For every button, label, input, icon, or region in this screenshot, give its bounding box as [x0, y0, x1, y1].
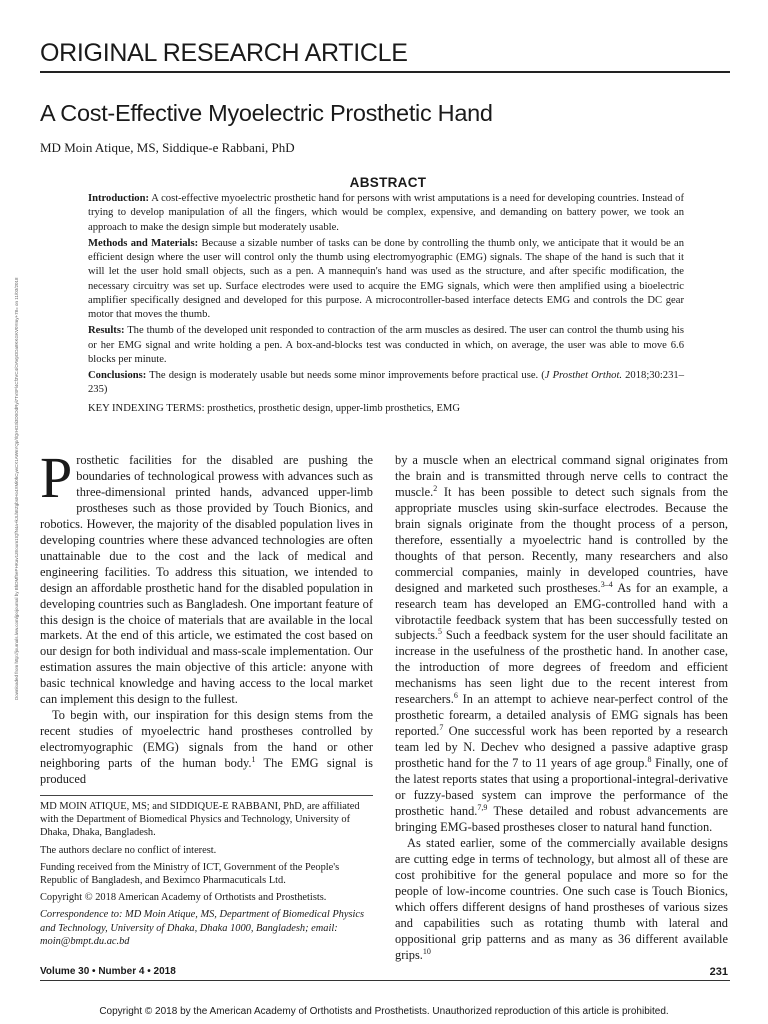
- reference-marker[interactable]: 2: [433, 483, 438, 493]
- section-title: ORIGINAL RESEARCH ARTICLE: [40, 39, 408, 67]
- page-number: 231: [709, 966, 728, 978]
- methods-label: Methods and Materials:: [88, 237, 199, 249]
- body-paragraph: To begin with, our inspiration for this design stems from the recent studies of myoelectric hand prostheses controlled by electromyographic (EMG) signals from the hand or other neighboring parts of the human body.$^1$ The EMG signal is produced: [40, 708, 373, 787]
- footnote-correspondence: Correspondence to: MD Moin Atique, MS, Department of Biomedical Physics and Technology, University of Dhaka, Dhaka 1000, Bangladesh; email: moin@bmpt.du.ac.bd: [40, 909, 365, 947]
- reference-marker[interactable]: 1: [251, 754, 256, 764]
- citation-journal: J Prosthet Orthot.: [544, 370, 623, 381]
- body-paragraph: by a muscle when an electrical command signal originates from the brain and is transmitted through nerve cells to contract the muscle.$^2$ It has been possible to detect such signals from the appropriate muscles using skin-surface electrodes. Because the brain signals originate from the thought process of a person, therefore, essentially a myoelectric hand is controlled by the thoughts of that person. Recently, many researchers and also commercial companies, mainly in developed countries, have designed and marketed such prostheses.$^{3-4}$ As for an example, a research team has developed an EMG-controlled hand with a vibrotactile feedback system that has been successfully tested on subjects.$^5$ Such a feedback system for the user should facilitate an increase in the usefulness of the prosthetic hand. In another case, the introduction of more degrees of freedom and efficient mechanisms has seen light due to the recent interest from researchers.$^6$ In an attempt to achieve near-perfect control of the prosthetic forearm, a detailed analysis of EMG signals has been reported.$^7$ One successful work has been reported by a research team led by N. Dechev who designed a passive adaptive grasp prosthetic hand for the 7 to 11 years of age group.$^8$ Finally, one of the latest reports states that using a proportional-integral-derivative or fuzzy-based system can improve the performance of the prosthetic hand.$^{7,9}$ These detailed and robust advancements are bringing EMG-based prostheses closer to natural hand function.: [395, 453, 729, 834]
- footnote-rule: [40, 795, 373, 796]
- authors: MD Moin Atique, MS, Siddique-e Rabbani, PhD: [40, 140, 295, 155]
- abstract-body: [88, 192, 684, 418]
- conclusions-label: Conclusions:: [88, 370, 147, 381]
- abstract-keywords: KEY INDEXING TERMS: prosthetics, prosthetic design, upper-limb prosthetics, EMG: [88, 402, 460, 414]
- results-label: Results:: [88, 325, 125, 337]
- reference-marker[interactable]: 7,9: [477, 802, 488, 812]
- abstract-methods: Methods and Materials: Because a sizable number of tasks can be done by controlling the thumb only, we anticipate that it would be an efficient design where the user will control only the thumb using electromyographic (EMG) signals. The shape of the hand is such that it will let the user hold small objects, such as a pen. A mannequin's hand was used as the structure, and after specific modification, the necessary circuitry was set up. Surface electrodes were used to acquire the EMG signals, which were then amplified using a bioelectric amplifier specifically designed and developed for this purpose. A microcontroller-based interface detects EMG and controls the DC gear motor that moves the thumb.: [88, 237, 684, 320]
- footnotes: [40, 800, 373, 952]
- body-paragraph: Prosthetic facilities for the disabled are pushing the boundaries of technological prowess with advances such as three-dimensional printed hands, advanced upper-limb prostheses such as those provided by Touch Bionics, and robotics. However, the majority of the disabled population lives in developing countries where these advanced technologies are often unattainable due to the cost and the lack of medical and engineering facilities. To address this situation, we intended to design an affordable prosthetic hand for the disabled population in developing countries such as Bangladesh. One important feature of this design is the choice of materials that are available in the local markets. At the end of this article, we estimated the cost based on our design for both individual and mass-scale implementation. Our estimation assures the main objective of this article: anyone with basic technical knowledge and having access to the local market can implement this design to the fullest.: [40, 445, 373, 707]
- footnote-copyright: Copyright © 2018 American Academy of Orthotists and Prosthetists.: [40, 892, 327, 904]
- footer-rule: [40, 980, 730, 981]
- body-column-right: [395, 453, 728, 964]
- reference-marker[interactable]: 7: [439, 723, 444, 733]
- reference-marker[interactable]: 5: [438, 627, 443, 637]
- body-paragraph: As stated earlier, some of the commercially available designs are cutting edge in terms of technology, but almost all of these are cost prohibitive for the general populace and more so for the people of low-income countries. One such case is Touch Bionics, which offers different designs of hand prostheses of various sizes and capabilities such as rotating thumb with lateral and oppositional grip patterns and as many as 36 different available grips.$^{10}$: [395, 835, 728, 962]
- article-title: A Cost-Effective Myoelectric Prosthetic Hand: [40, 100, 493, 126]
- download-side-note: Downloaded from http://journals.lww.com/jpojournal by BhDMf5ePHKav1zEoum1tQfN4a+kJLhEZgbsIHo4XMi0hCywCX1AWnYQp/IlQrHD3i3D0OdRyi7TvSFl4Cf3VC4/OAVpDDa8KKGKV0Ymy+78= on 11/03/2018: [14, 277, 19, 700]
- reference-marker[interactable]: 10: [422, 946, 431, 956]
- footnote-funding: Funding received from the Ministry of ICT, Government of the People's Republic of Bangladesh, and Beximco Pharmacuticals Ltd.: [40, 861, 340, 887]
- introduction-label: Introduction:: [88, 193, 150, 204]
- reference-marker[interactable]: 6: [453, 691, 458, 701]
- volume-info: Volume 30 • Number 4 • 2018: [40, 966, 176, 977]
- header-rule: [40, 71, 730, 73]
- keywords-label: KEY INDEXING TERMS:: [88, 402, 205, 414]
- abstract-heading: ABSTRACT: [349, 175, 427, 190]
- reference-marker[interactable]: 3–4: [600, 579, 613, 589]
- footnote-affiliation: MD MOIN ATIQUE, MS; and SIDDIQUE-E RABBANI, PhD, are affiliated with the Department of Biomedical Physics and Technology, University of Dhaka, Dhaka, Bangladesh.: [40, 801, 360, 839]
- abstract-introduction: Introduction: A cost-effective myoelectric prosthetic hand for persons with wrist amputations is a need for developing countries. Instead of trying to develop manipulation of all the fingers, which would be complex, expensive, and demanding on battery power, we took an approach to make the design simple but moderately usable.: [88, 193, 684, 233]
- drop-cap: P: [40, 445, 73, 510]
- abstract-conclusions: Conclusions: The design is moderately usable but needs some minor improvements before practical use. (J Prosthet Orthot. 2018;30:231–235): [88, 370, 684, 396]
- reference-marker[interactable]: 8: [647, 754, 652, 764]
- body-column-left: [40, 445, 373, 788]
- copyright-notice: Copyright © 2018 by the American Academy of Orthotists and Prosthetists. Unauthorized reproduction of this article is prohibited.: [99, 1006, 669, 1017]
- abstract-results: Results: The thumb of the developed unit responded to contraction of the arm muscles as desired. The user can control the thumb using his or her EMG signal and write holding a pen. A box-and-blocks test was conducted in which, on average, the user was able to move 6.6 blocks per minute.: [88, 325, 684, 365]
- footnote-conflict: The authors declare no conflict of interest.: [40, 844, 217, 856]
- section-header: [40, 38, 730, 68]
